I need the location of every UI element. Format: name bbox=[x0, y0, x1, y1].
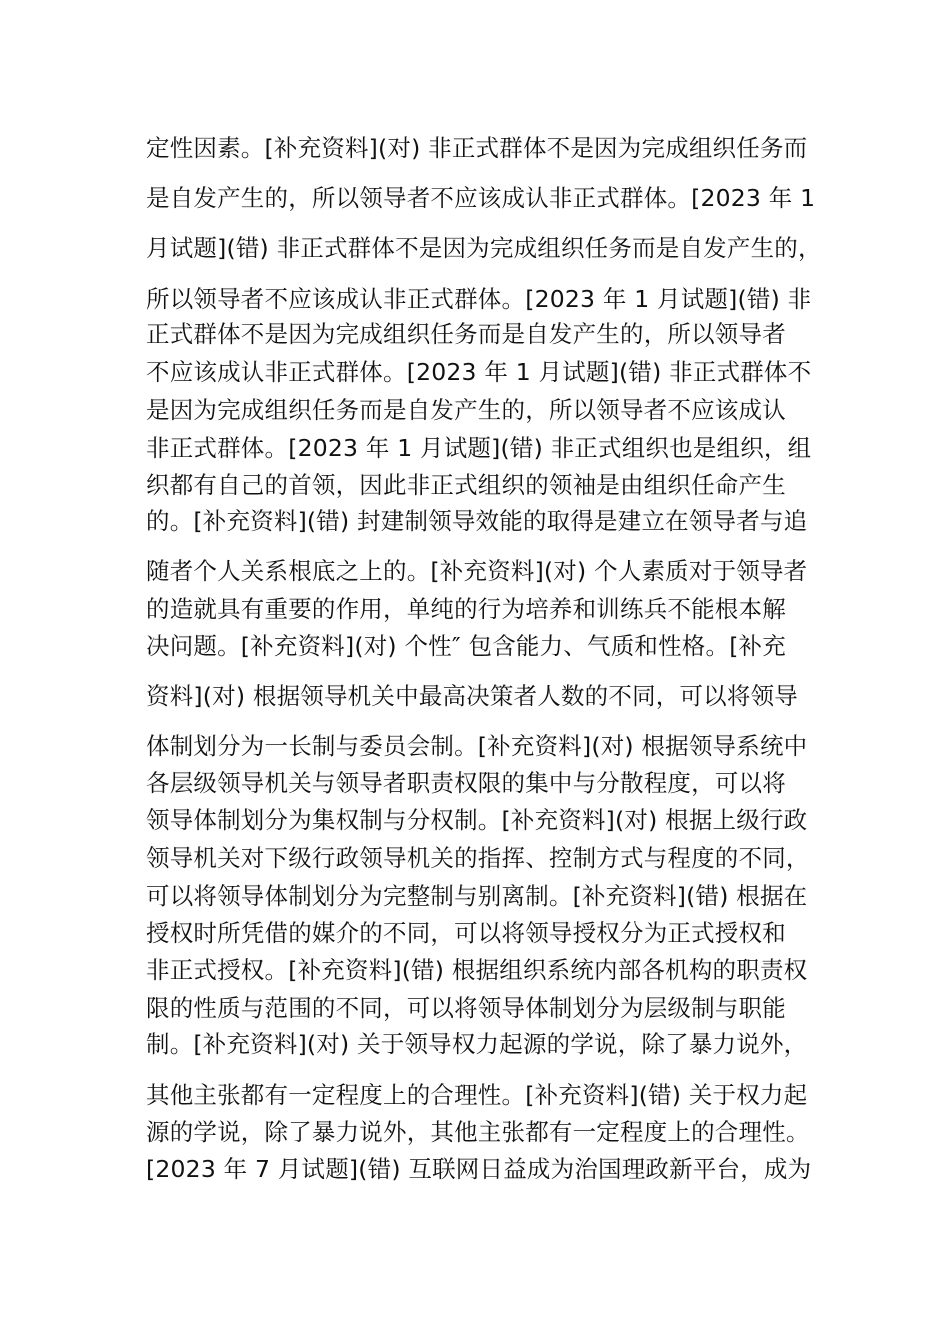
text-line: 决问题。[补充资料](对) 个性″ 包含能力、气质和性格。[补充 bbox=[146, 632, 786, 660]
text-line: 月试题](错) 非正式群体不是因为完成组织任务而是自发产生的， bbox=[146, 234, 822, 262]
text-line: 限的性质与范围的不同，可以将领导体制划分为层级制与职能 bbox=[146, 994, 786, 1022]
text-line: 织都有自己的首领，因此非正式组织的领袖是由组织任命产生 bbox=[146, 471, 786, 499]
text-line: 的造就具有重要的作用，单纯的行为培养和训练兵不能根本解 bbox=[146, 595, 786, 623]
text-line: 各层级领导机关与领导者职责权限的集中与分散程度，可以将 bbox=[146, 769, 786, 797]
text-line: 制。[补充资料](对) 关于领导权力起源的学说，除了暴力说外， bbox=[146, 1030, 808, 1058]
text-line: 是自发产生的，所以领导者不应该成认非正式群体。[2023 年 1 bbox=[146, 184, 816, 212]
text-line: [2023 年 7 月试题](错) 互联网日益成为治国理政新平台，成为 bbox=[146, 1155, 812, 1183]
text-line: 其他主张都有一定程度上的合理性。[补充资料](错) 关于权力起 bbox=[146, 1081, 808, 1109]
text-line: 正式群体不是因为完成组织任务而是自发产生的，所以领导者 bbox=[146, 320, 786, 348]
text-line: 不应该成认非正式群体。[2023 年 1 月试题](错) 非正式群体不 bbox=[146, 358, 812, 386]
text-line: 随者个人关系根底之上的。[补充资料](对) 个人素质对于领导者 bbox=[146, 557, 808, 585]
text-line: 资料](对) 根据领导机关中最高决策者人数的不同，可以将领导 bbox=[146, 682, 798, 710]
text-line: 定性因素。[补充资料](对) 非正式群体不是因为完成组织任务而 bbox=[146, 134, 808, 162]
text-line: 源的学说，除了暴力说外，其他主张都有一定程度上的合理性。 bbox=[146, 1118, 810, 1146]
text-line: 领导机关对下级行政领导机关的指挥、控制方式与程度的不同， bbox=[146, 844, 810, 872]
text-line: 所以领导者不应该成认非正式群体。[2023 年 1 月试题](错) 非 bbox=[146, 285, 812, 313]
text-line: 是因为完成组织任务而是自发产生的，所以领导者不应该成认 bbox=[146, 396, 786, 424]
text-line: 体制划分为一长制与委员会制。[补充资料](对) 根据领导系统中 bbox=[146, 732, 808, 760]
text-line: 非正式群体。[2023 年 1 月试题](错) 非正式组织也是组织，组 bbox=[146, 434, 812, 462]
text-line: 非正式授权。[补充资料](错) 根据组织系统内部各机构的职责权 bbox=[146, 956, 808, 984]
text-line: 可以将领导体制划分为完整制与别离制。[补充资料](错) 根据在 bbox=[146, 882, 808, 910]
text-line: 授权时所凭借的媒介的不同，可以将领导授权分为正式授权和 bbox=[146, 919, 786, 947]
text-line: 的。[补充资料](错) 封建制领导效能的取得是建立在领导者与追 bbox=[146, 507, 808, 535]
text-line: 领导体制划分为集权制与分权制。[补充资料](对) 根据上级行政 bbox=[146, 806, 808, 834]
